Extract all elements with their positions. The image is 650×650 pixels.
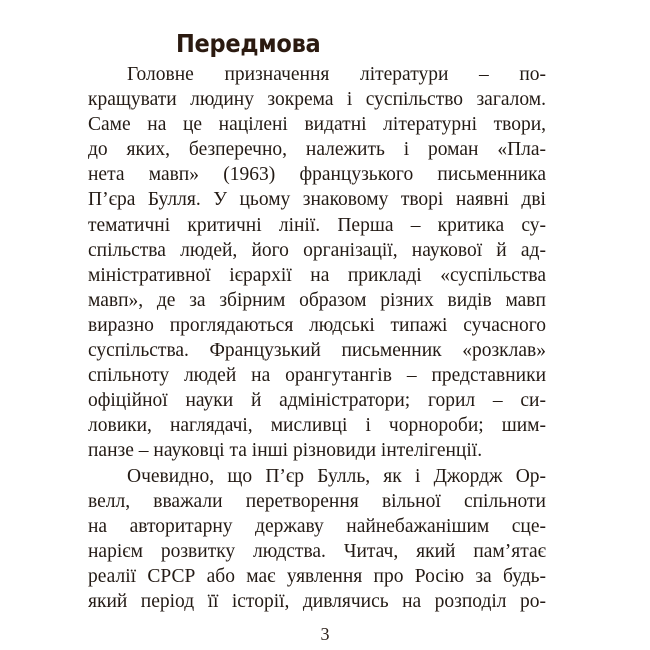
word-gap: [334, 87, 347, 112]
text-line: [88, 263, 546, 288]
word-gap: [227, 187, 239, 212]
page-number: 3: [320, 624, 330, 644]
word: «суспільства: [440, 264, 547, 286]
word: нета: [88, 164, 125, 186]
word-gap: [443, 187, 455, 212]
word: –: [410, 214, 421, 236]
word: і: [346, 89, 353, 111]
word: спільноти: [463, 490, 546, 512]
word: тематичні: [88, 214, 171, 236]
word: інші: [251, 440, 289, 462]
word-gap: [235, 564, 246, 589]
word-gap: [154, 313, 170, 338]
word: і: [403, 139, 410, 161]
text-line: [88, 514, 546, 539]
word-gap: [223, 489, 246, 514]
word-gap: [168, 388, 186, 413]
word: суспільство: [365, 89, 464, 111]
word-gap: [403, 564, 414, 589]
word-gap: [127, 589, 140, 614]
text-line: [88, 238, 546, 263]
word: спільноту: [88, 365, 170, 387]
word-gap: [262, 213, 279, 238]
word: розвитку: [160, 540, 236, 562]
word: та: [229, 440, 247, 462]
word: літератури: [359, 64, 449, 85]
word-gap: [194, 589, 207, 614]
word-gap: [214, 464, 227, 489]
word-gap: [509, 187, 521, 212]
word-gap: [275, 162, 299, 187]
word-gap: [484, 413, 502, 438]
word-gap: [448, 62, 479, 87]
word-gap: [504, 213, 521, 238]
word: вважали: [153, 490, 223, 512]
text-line: [88, 438, 546, 463]
word: П’єр: [265, 465, 305, 487]
word: будь-: [503, 565, 547, 587]
text-line: [88, 213, 546, 238]
word: –: [479, 64, 489, 85]
word: міністративної: [88, 264, 211, 286]
text-line: [88, 87, 546, 112]
word: як: [383, 465, 402, 487]
word: роман: [428, 139, 479, 161]
word-gap: [366, 288, 380, 313]
word: дві: [521, 189, 546, 211]
word-gap: [136, 564, 147, 589]
word: пам’ятає: [473, 540, 547, 562]
word: панзе: [88, 440, 134, 462]
word: су-: [521, 214, 546, 236]
word: розподіл: [434, 590, 507, 612]
word: мавп»: [148, 164, 199, 186]
word-gap: [254, 87, 267, 112]
word: наглядачі,: [169, 415, 253, 437]
word: організації,: [303, 239, 398, 261]
word-gap: [236, 363, 251, 388]
word-gap: [394, 213, 411, 238]
word-gap: [326, 539, 344, 564]
word-gap: [463, 87, 476, 112]
word-gap: [442, 338, 463, 363]
word: і: [365, 415, 371, 437]
word-gap: [455, 539, 473, 564]
word-gap: [130, 489, 153, 514]
word: спільства: [88, 239, 166, 261]
word-gap: [170, 137, 189, 162]
word-gap: [507, 238, 521, 263]
word-gap: [175, 288, 189, 313]
word: шим-: [501, 415, 547, 437]
word-gap: [292, 263, 311, 288]
word: велл,: [88, 490, 131, 512]
word-gap: [503, 388, 521, 413]
paragraph: [88, 62, 546, 464]
word: за: [475, 565, 492, 587]
word: чорнороби;: [388, 415, 484, 437]
word: критика: [437, 214, 505, 236]
word-gap: [447, 313, 463, 338]
word-gap: [288, 112, 305, 137]
word: науки: [185, 390, 234, 412]
word-gap: [371, 413, 389, 438]
word: Булля.: [147, 189, 201, 211]
word: мавп»,: [88, 289, 144, 311]
word-gap: [135, 187, 147, 212]
word-gap: [152, 413, 170, 438]
word-gap: [320, 213, 337, 238]
word: сучасного: [463, 314, 546, 336]
word-gap: [324, 514, 347, 539]
word-gap: [166, 238, 180, 263]
word: ро-: [519, 590, 546, 612]
word-gap: [413, 162, 437, 187]
word-gap: [441, 489, 464, 514]
word: французького: [299, 164, 414, 186]
text-line: [88, 187, 546, 212]
word-gap: [478, 137, 497, 162]
word-gap: [107, 514, 130, 539]
text-line: [88, 162, 546, 187]
word-gap: [237, 238, 251, 263]
word-gap: [503, 464, 516, 489]
word-gap: [206, 288, 220, 313]
word: реалії: [88, 565, 137, 587]
word: націлені: [218, 114, 288, 136]
word: Головне: [127, 64, 194, 85]
word: різних: [380, 289, 434, 311]
word-gap: [276, 564, 287, 589]
word: Булль,: [317, 465, 371, 487]
word: найнебажанішим: [346, 515, 490, 537]
word: виразно: [88, 314, 154, 336]
word-gap: [125, 162, 149, 187]
word: ловики,: [88, 415, 152, 437]
word-gap: [420, 213, 437, 238]
word-gap: [359, 489, 382, 514]
word-gap: [422, 263, 441, 288]
word-gap: [169, 363, 184, 388]
text-line: [88, 137, 546, 162]
word: Перша: [337, 214, 394, 236]
word-gap: [143, 539, 161, 564]
text-line: [88, 112, 546, 137]
word: його: [251, 239, 289, 261]
word-gap: [489, 514, 512, 539]
word: Росію: [414, 565, 465, 587]
word-gap: [370, 464, 383, 489]
word: Очевидно,: [127, 465, 215, 487]
text-line: [88, 564, 546, 589]
word-gap: [131, 112, 148, 137]
word-gap: [211, 263, 230, 288]
word: «Пла-: [497, 139, 547, 161]
word-gap: [477, 112, 494, 137]
word: письменник: [341, 340, 442, 362]
word: загалом.: [476, 89, 546, 111]
word: письменника: [437, 164, 546, 186]
word-gap: [492, 288, 506, 313]
word-gap: [252, 464, 265, 489]
word: уявлення: [286, 565, 363, 587]
word-gap: [392, 363, 407, 388]
word-gap: [287, 137, 306, 162]
word: Французький: [209, 340, 321, 362]
word: людей: [183, 365, 237, 387]
word: лінії.: [278, 214, 321, 236]
word-gap: [482, 238, 496, 263]
text-line: [88, 313, 546, 338]
word: різновиди: [292, 440, 377, 462]
word: або: [206, 565, 235, 587]
word-gap: [464, 564, 475, 589]
text-line: [88, 363, 546, 388]
word: си-: [520, 390, 546, 412]
text-line: [88, 589, 546, 614]
word-gap: [285, 288, 299, 313]
word-gap: [261, 388, 279, 413]
word: суспільства.: [88, 340, 189, 362]
word-gap: [253, 413, 271, 438]
word: СРСР: [147, 565, 196, 587]
word: «розклав»: [462, 340, 546, 362]
word: період: [140, 590, 195, 612]
text-line: [88, 62, 546, 87]
word: сце-: [511, 515, 546, 537]
word: горил: [427, 390, 476, 412]
word-gap: [194, 62, 225, 87]
word: на: [402, 590, 422, 612]
word-gap: [289, 589, 302, 614]
word-gap: [235, 539, 253, 564]
word-gap: [143, 288, 157, 313]
word: це: [182, 114, 203, 136]
word-gap: [385, 137, 404, 162]
word: людей,: [180, 239, 238, 261]
word-gap: [417, 363, 432, 388]
word: який: [416, 540, 456, 562]
word-gap: [270, 363, 285, 388]
word: Ор-: [515, 465, 547, 487]
word-gap: [492, 564, 503, 589]
word: –: [492, 390, 503, 412]
word-gap: [434, 288, 448, 313]
word: і: [414, 465, 421, 487]
word: проглядаються: [169, 314, 294, 336]
word: її: [207, 590, 219, 612]
first-line-indent: [88, 62, 127, 87]
word: П’єра: [88, 189, 136, 211]
body-text: [88, 62, 546, 614]
word: кращувати: [88, 89, 177, 111]
word-gap: [347, 413, 365, 438]
word: про: [373, 565, 404, 587]
word: представники: [431, 365, 546, 387]
word: що: [227, 465, 253, 487]
word: авторитарну: [129, 515, 233, 537]
word-gap: [199, 162, 223, 187]
word: У: [213, 189, 228, 211]
word: Джордж: [433, 465, 503, 487]
page-title: Передмова: [176, 28, 321, 58]
word-gap: [389, 589, 402, 614]
word: орангутангів: [285, 365, 392, 387]
word: людства.: [253, 540, 326, 562]
word: ієрархії: [229, 264, 292, 286]
word-gap: [367, 112, 384, 137]
word-gap: [329, 62, 360, 87]
word: мисливці: [270, 415, 348, 437]
word-gap: [170, 213, 187, 238]
word: й: [496, 239, 507, 261]
text-line: [88, 413, 546, 438]
word: вільної: [381, 490, 441, 512]
word: історії,: [231, 590, 290, 612]
word: видів: [447, 289, 492, 311]
word: на: [251, 365, 271, 387]
word-gap: [352, 87, 365, 112]
word: перетворення: [245, 490, 359, 512]
word: й: [250, 390, 262, 412]
word: нарієм: [88, 540, 143, 562]
word-gap: [410, 388, 428, 413]
word: зокрема: [267, 89, 334, 111]
word: яких,: [126, 139, 171, 161]
word: адміністратори;: [279, 390, 411, 412]
word: (1963): [223, 164, 276, 186]
word-gap: [304, 464, 317, 489]
first-line-indent: [88, 464, 127, 489]
word-gap: [195, 564, 206, 589]
word-gap: [177, 87, 190, 112]
word-gap: [507, 589, 520, 614]
word-gap: [420, 464, 433, 489]
word: належить: [305, 139, 385, 161]
word: до: [88, 139, 108, 161]
word: де: [156, 289, 176, 311]
word-gap: [290, 187, 302, 212]
word: офіційної: [88, 390, 168, 412]
word: збірним: [219, 289, 286, 311]
word: людські: [309, 314, 375, 336]
word: твори,: [493, 114, 547, 136]
word-gap: [421, 589, 434, 614]
word: дивлячись: [302, 590, 389, 612]
word-gap: [375, 313, 391, 338]
word: видатні: [304, 114, 367, 136]
word-gap: [201, 187, 213, 212]
word-gap: [388, 187, 400, 212]
word-gap: [166, 112, 183, 137]
word: –: [138, 440, 149, 462]
word: типажі: [390, 314, 448, 336]
word: інтелігенції.: [380, 440, 483, 462]
word: прикладі: [347, 264, 422, 286]
word: Читач,: [343, 540, 399, 562]
word: має: [246, 565, 276, 587]
word-gap: [398, 539, 416, 564]
word: на: [147, 114, 167, 136]
word-gap: [202, 112, 219, 137]
word-gap: [409, 137, 428, 162]
word: критичні: [187, 214, 262, 236]
word: за: [189, 289, 206, 311]
word: цьому: [239, 189, 291, 211]
paragraph: [88, 464, 546, 615]
word-gap: [218, 589, 231, 614]
text-line: [88, 288, 546, 313]
text-line: [88, 464, 546, 489]
text-line: [88, 388, 546, 413]
word-gap: [289, 238, 303, 263]
word-gap: [475, 388, 493, 413]
word: на: [88, 515, 108, 537]
word-gap: [189, 338, 210, 363]
word-gap: [329, 263, 348, 288]
word: –: [406, 365, 417, 387]
word: на: [310, 264, 330, 286]
text-line: [88, 338, 546, 363]
word-gap: [489, 62, 520, 87]
word-gap: [108, 137, 127, 162]
word: людину: [190, 89, 254, 111]
text-line: [88, 489, 546, 514]
word-gap: [398, 238, 412, 263]
word: образом: [299, 289, 367, 311]
word: по-: [519, 64, 547, 85]
word: Саме: [88, 114, 131, 136]
word: мавп: [505, 289, 546, 311]
word: літературні: [383, 114, 478, 136]
word-gap: [233, 388, 251, 413]
word-gap: [362, 564, 373, 589]
word: який: [88, 590, 128, 612]
word: науковці: [153, 440, 225, 462]
word: безперечно,: [188, 139, 288, 161]
word: призначення: [224, 64, 330, 85]
text-line: [88, 539, 546, 564]
word: творі: [400, 189, 444, 211]
word: ад-: [520, 239, 546, 261]
word-gap: [233, 514, 256, 539]
word-gap: [321, 338, 342, 363]
word: державу: [255, 515, 324, 537]
word: наукової: [411, 239, 483, 261]
word: наявні: [455, 189, 509, 211]
word-gap: [402, 464, 415, 489]
word-gap: [293, 313, 309, 338]
word: знаковому: [302, 189, 389, 211]
